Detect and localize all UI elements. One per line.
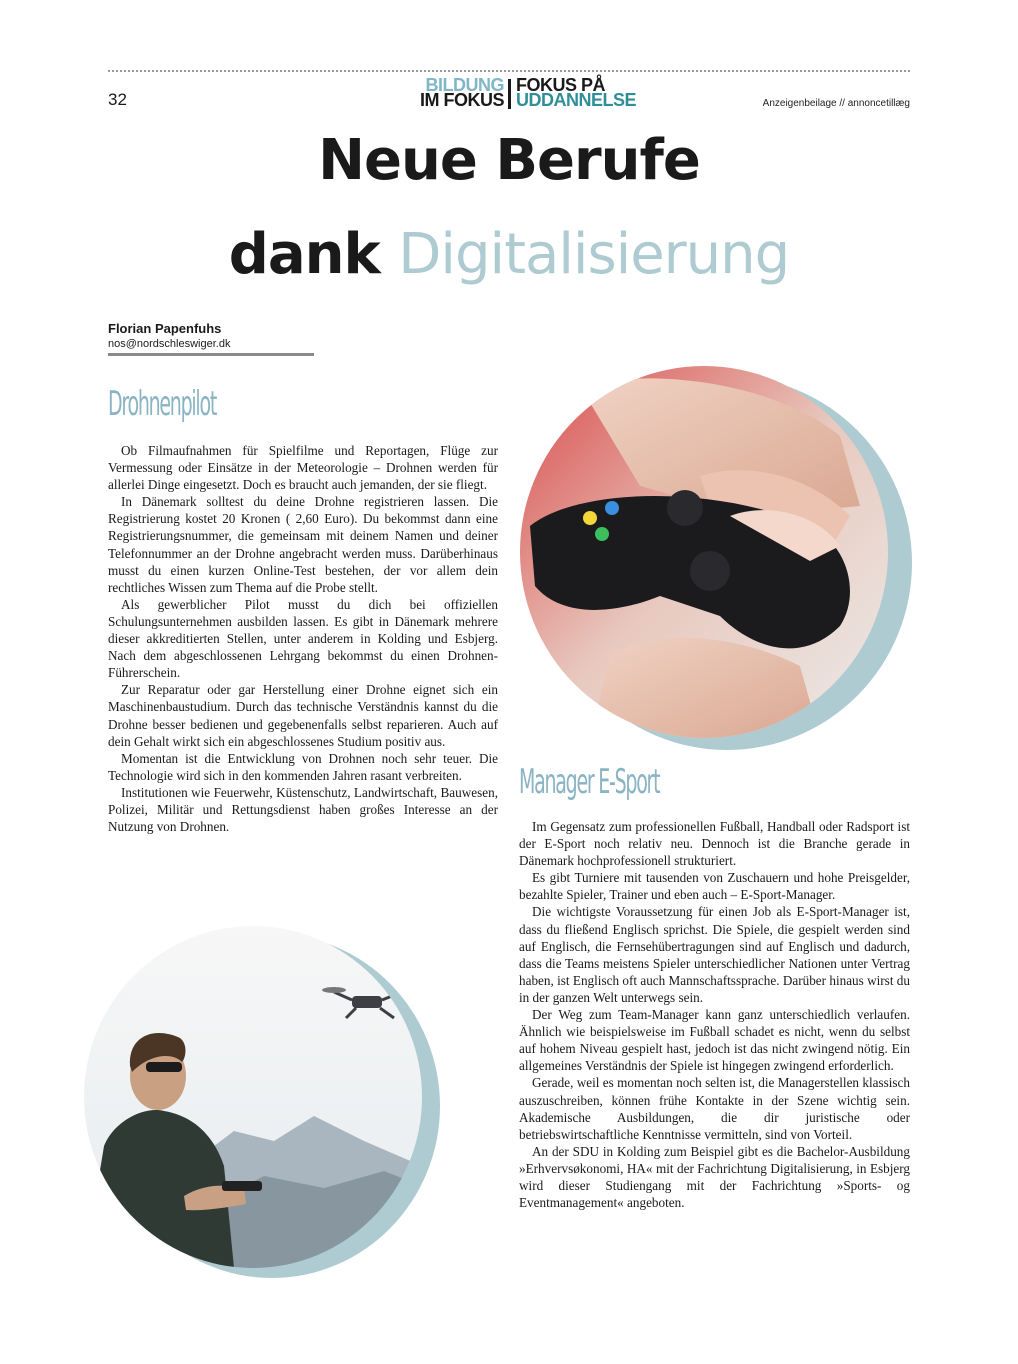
controller-photo-image <box>520 366 888 738</box>
paragraph: Es gibt Turniere mit tausenden von Zuschauern und hohe Preisgelder, bezahlte Spieler, Trainer und eben auch – E-Sport-Manager. <box>519 870 910 903</box>
drone-photo <box>84 926 440 1278</box>
paragraph: Als gewerblicher Pilot musst du dich bei offiziellen Schulungsunternehmen ausbilden lassen. Es gibt in Dänemark mehrere dieser akkreditierten Stellen, unter anderem in Kolding und Esbjerg. Nach dem abgeschlossenen Lehrgang bekommst du einen Drohnen-Führerschein. <box>108 596 498 681</box>
masthead-uddannelse: UDDANNELSE <box>516 90 637 110</box>
gamepad-hands-illustration <box>520 366 888 738</box>
article-column-esport <box>519 818 910 1211</box>
masthead-divider <box>508 79 511 109</box>
paragraph: Gerade, weil es momentan noch selten ist, die Managerstellen klassisch auszuschreiben, können frühe Kontakte in der Szene wichtig sein. Akademische Ausbildungen, die dir juristische oder betriebswirtschaftliche Kenntnisse vermitteln, sind von Vorteil. <box>519 1075 910 1142</box>
paragraph: Der Weg zum Team-Manager kann ganz unterschiedlich verlaufen. Ähnlich wie beispielsweise im Fußball schadet es nicht, wenn du selbst auf hohem Niveau gespielt hast, jedoch ist das nicht zwingend nötig. Ein allgemeines Verständnis der Spiele ist hingegen zwingend erforderlich. <box>519 1007 910 1074</box>
controller-photo <box>520 366 912 750</box>
paragraph: In Dänemark solltest du deine Drohne registrieren lassen. Die Registrierung kostet 20 Kronen ( 2,60 Euro). Du bekommst dann eine Registrierungsnummer, die gemeinsam mit deinem Namen und deiner Telefonnummer an der Drohne angebracht werden muss. Darüberhinaus musst du einen kurzen Online-Test bestehen, der vor allem dein rechtliches Wissen zum Thema auf die Probe stellt. <box>108 494 498 595</box>
masthead-im-fokus: IM FOKUS <box>420 90 504 110</box>
paragraph: An der SDU in Kolding zum Beispiel gibt es die Bachelor-Ausbildung »Erhvervsøkonomi, HA« mit der Fachrichtung Digitalisierung, in Esbjerg wird dieser Studiengang mit der Fachrichtung »Sports- og Eventmanagement« angeboten. <box>519 1143 910 1211</box>
top-dotted-rule <box>108 70 910 72</box>
paragraph: Im Gegensatz zum professionellen Fußball, Handball oder Radsport ist der E-Sport noch relativ neu. Dennoch ist die Branche gerade in Dänemark hochprofessionell strukturiert. <box>519 819 910 869</box>
headline-line2 <box>0 222 1018 287</box>
man-drone-illustration <box>84 926 422 1268</box>
paragraph: Institutionen wie Feuerwehr, Küstenschutz, Landwirtschaft, Bauwesen, Polizei, Militär und Rettungsdienst haben großes Interesse an der Nutzung von Drohnen. <box>108 784 498 835</box>
headline-line1: Neue Berufe <box>318 128 700 193</box>
section-title-drohnenpilot: Drohnenpilot <box>108 384 217 424</box>
masthead-bildung: BILDUNG <box>425 75 504 95</box>
paragraph: Die wichtigste Voraussetzung für einen Job als E-Sport-Manager ist, dass du fließend Englisch sprichst. Die Spiele, die gespielt werden sind auf Englisch, die Fernsehübertragungen sind auf Englisch und dadurch, dass die Teams meistens Spieler unterschiedlicher Nationen unter Vertrag haben, ist Englisch oft auch Mannschaftssprache. Darüber hinaus wirst du in der ganzen Welt unterwegs sein. <box>519 904 910 1005</box>
paragraph: Momentan ist die Entwicklung von Drohnen noch sehr teuer. Die Technologie wird sich in den kommenden Jahren rasant verbreiten. <box>108 750 498 783</box>
drone-photo-image <box>84 926 422 1268</box>
article-column-drone <box>108 442 498 835</box>
headline-dank: dank <box>228 222 380 287</box>
masthead-fokus-pa: FOKUS PÅ <box>516 75 606 95</box>
page-number: 32 <box>108 90 127 109</box>
byline-rule <box>108 353 314 356</box>
byline-author: Florian Papenfuhs <box>108 321 222 336</box>
supplement-label: Anzeigenbeilage // annoncetillæg <box>762 98 910 109</box>
paragraph: Zur Reparatur oder gar Herstellung einer Drohne eignet sich ein Maschinenbaustudium. Durch das technische Verständnis kannst du die Drohne besser bedienen und gegebenenfalls selbst reparieren. Auch auf dein Gehalt wirkt sich ein abgeschlossenes Studium positiv aus. <box>108 682 498 749</box>
headline-digitalisierung: Digitalisierung <box>398 222 790 287</box>
section-title-manager-esport: Manager E-Sport <box>519 762 660 802</box>
byline-email: nos@nordschleswiger.dk <box>108 338 231 350</box>
paragraph: Ob Filmaufnahmen für Spielfilme und Reportagen, Flüge zur Vermessung oder Einsätze in der Meteorologie – Drohnen werden für allerlei Dinge eingesetzt. Doch es braucht auch jemanden, der sie fliegt. <box>108 443 498 493</box>
